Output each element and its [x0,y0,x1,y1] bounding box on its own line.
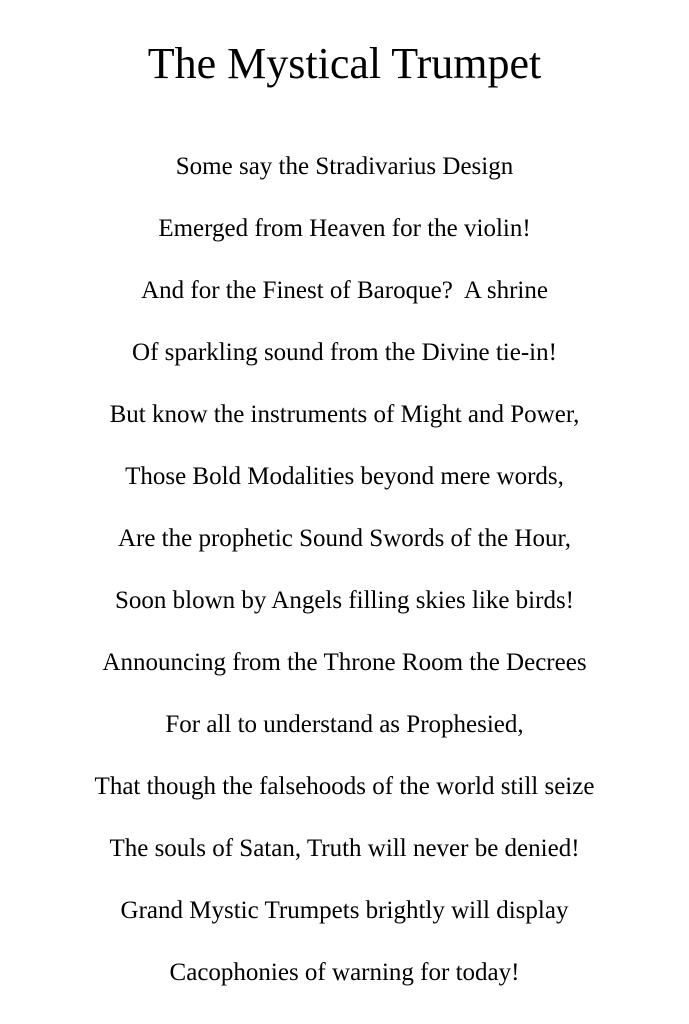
poem-line: That though the falsehoods of the world still seize [94,773,595,800]
poem-line: But know the instruments of Might and Power, [109,401,580,428]
poem-body [0,150,689,1018]
poem-line: Grand Mystic Trumpets brightly will display [120,897,569,924]
poem-line: Announcing from the Throne Room the Decrees [102,649,587,676]
poem-line: The souls of Satan, Truth will never be denied! [109,835,580,862]
poem-line: Are the prophetic Sound Swords of the Hour, [117,525,572,552]
poem-line: Emerged from Heaven for the violin! [158,215,531,242]
poem-line: Soon blown by Angels filling skies like birds! [114,587,575,614]
poem-title: The Mystical Trumpet [147,39,542,88]
poem-line: Those Bold Modalities beyond mere words, [125,463,564,490]
poem-line: And for the Finest of Baroque? A shrine [141,277,548,304]
poem-line: Of sparkling sound from the Divine tie-in! [132,339,557,366]
poem-line: For all to understand as Prophesied, [165,711,524,738]
poem-line: Cacophonies of warning for today! [169,959,520,986]
poem-line: Some say the Stradivarius Design [175,153,514,180]
